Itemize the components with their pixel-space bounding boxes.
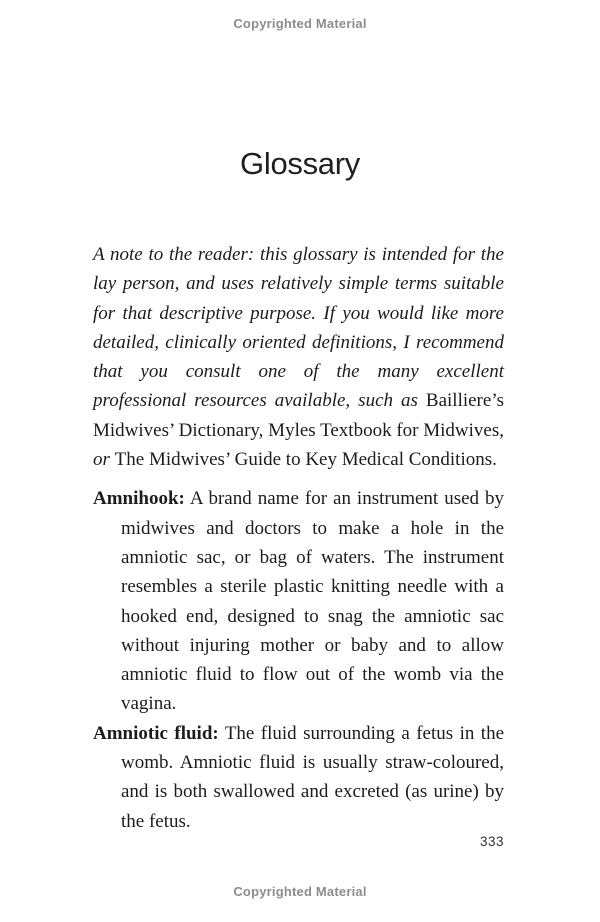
entry-term: Amnihook: [93, 488, 185, 510]
entry-term: Amniotic fluid: [93, 722, 219, 744]
glossary-text-block [93, 240, 504, 836]
page-number: 333 [479, 834, 504, 849]
reader-note [93, 240, 504, 474]
entry-definition: A brand name for an instrument used by midwives and doctors to make a hole in the amniotic sac, or bag of waters. The instrument resembles a sterile plastic knitting needle with a hooked end, designed to snag the amniotic sac without injuring mother or baby and to allow amniotic fluid to flow out of the womb via the vagina. [121, 488, 505, 715]
glossary-entry-amnihook [93, 484, 504, 718]
reader-note-italic-lead: A note to the reader: this glossary is intended for the lay person, and uses relatively simple terms suitable for that descriptive purpose. If you would like more detailed, clinically oriented definitions, I recommend that you consult one of the many excellent professional resources available, such as [93, 244, 504, 412]
entry-definition: The fluid surrounding a fetus in the womb. Amniotic fluid is usually straw-coloured, and is both swallowed and excreted (as urine) by the fetus. [121, 722, 504, 832]
reader-note-italic-or: or [93, 449, 115, 471]
glossary-entry-amniotic-fluid [93, 719, 504, 836]
reader-note-book-titles-2: The Midwives’ Guide to Key Medical Conditions. [114, 449, 497, 471]
page-title: Glossary [240, 146, 360, 181]
copyright-notice-top: Copyrighted Material [233, 16, 367, 31]
copyright-notice-bottom: Copyrighted Material [233, 884, 367, 899]
reader-note-book-titles-1: Bailliere’s Midwives’ Dictionary, Myles Textbook for Midwives, [93, 390, 504, 441]
